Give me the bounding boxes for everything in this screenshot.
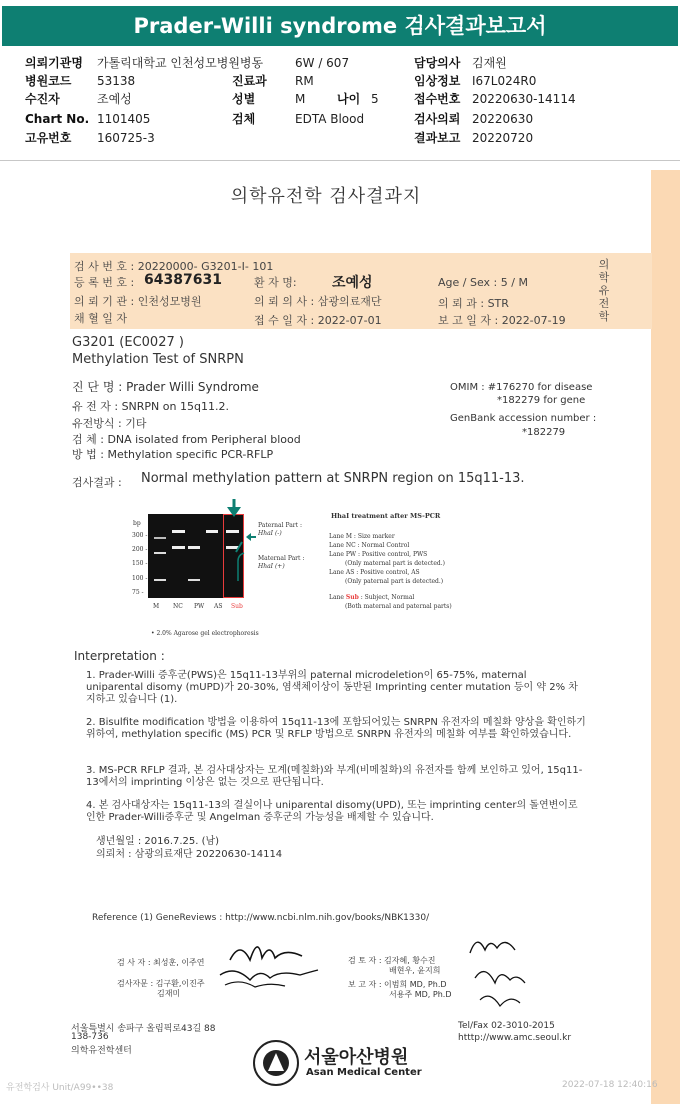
report-title: Prader-Willi syndrome 검사결과보고서 bbox=[2, 6, 678, 46]
gel-lane-label: M bbox=[153, 603, 160, 610]
gel-size-tick: 75 - bbox=[132, 589, 144, 596]
interpretation-1: 1. Prader-Willi 증후군(PWS)은 15q11-13부위의 paternal microdeletion이 65-75%, maternal uniparental disomy (mUPD)가 20-30%, 염색체이상이 동반된 Imprinting center mutation 등이 약 2% 차지하고 있습니다 (1). bbox=[86, 670, 578, 705]
interpretation-3: 3. MS-PCR RFLP 결과, 본 검사대상자는 모계(메칠화)와 부계(비메칠화)의 유전자를 함께 보인하고 있어, 15q11-13에서의 imprinting 이상은 없는 것으로 판단됩니다. bbox=[86, 765, 583, 788]
header-field-value: 20220720 bbox=[472, 131, 534, 145]
gel-lane-label: NC bbox=[173, 603, 183, 610]
receive-date: 접 수 일 자 : 2022-07-01 bbox=[254, 314, 382, 327]
gel-legend-item: Lane AS : Positive control, AS bbox=[329, 569, 420, 576]
paternal-sub: HhaI (-) bbox=[258, 530, 282, 537]
header-field-label: 결과보고 bbox=[414, 131, 461, 145]
collection-date-label: 채 혈 일 자 bbox=[74, 312, 127, 325]
report-date: 보 고 일 자 : 2022-07-19 bbox=[438, 314, 566, 327]
header-field-value: 조예성 bbox=[97, 92, 132, 106]
gel-legend-item: Lane M : Size marker bbox=[329, 533, 395, 540]
header-field-label: 고유번호 bbox=[25, 131, 72, 145]
gel-size-tick: 150 - bbox=[132, 560, 148, 567]
examiner: 검 사 자 : 최성훈, 이주연 bbox=[117, 958, 205, 967]
age-value: 5 bbox=[371, 92, 379, 106]
header-field-label: Chart No. bbox=[25, 112, 90, 126]
paternal-label: Paternal Part : bbox=[258, 522, 302, 529]
header-field-label: 성별 bbox=[232, 92, 256, 106]
referrer: 의뢰처 : 삼광의료재단 20220630-14114 bbox=[96, 849, 283, 860]
requesting-dept: 의 뢰 과 : STR bbox=[438, 297, 509, 310]
maternal-label: Maternal Part : bbox=[258, 555, 305, 562]
unit-code: 유전학검사 Unit/A99••38 bbox=[6, 1083, 114, 1093]
gel-size-tick: 300 - bbox=[132, 532, 148, 539]
gel-band bbox=[172, 530, 185, 533]
report-header-bar bbox=[0, 0, 680, 50]
age-sex: Age / Sex : 5 / M bbox=[438, 276, 528, 289]
header-field-value: 160725-3 bbox=[97, 131, 155, 145]
omim-disease: OMIM : #176270 for disease bbox=[450, 382, 593, 393]
arrow-icons bbox=[222, 497, 252, 587]
vertical-char: 학 bbox=[598, 310, 610, 323]
reg-number: 64387631 bbox=[144, 272, 222, 288]
interpretation-heading: Interpretation : bbox=[74, 649, 165, 663]
maternal-arrow-icon bbox=[238, 553, 244, 581]
gel-footnote: • 2.0% Agarose gel electrophoresis bbox=[151, 630, 259, 637]
down-arrow-icon bbox=[227, 507, 241, 517]
birth-date: 생년월일 : 2016.7.25. (남) bbox=[96, 836, 220, 847]
procedure: 방 법 : Methylation specific PCR-RFLP bbox=[72, 448, 274, 461]
vertical-char: 전 bbox=[598, 297, 610, 310]
advisor-2: 김재미 bbox=[157, 989, 181, 998]
header-field-label: 검사의뢰 bbox=[414, 112, 461, 126]
gel-band bbox=[188, 546, 200, 549]
omim-gene: *182279 for gene bbox=[497, 395, 586, 406]
advisor: 검사자문 : 김구환,이진주 bbox=[117, 979, 205, 988]
header-field-label: 병원코드 bbox=[25, 74, 72, 88]
header-field-value: 20220630 bbox=[472, 112, 534, 126]
header-field-value: 가톨릭대학교 인천성모병원병동 bbox=[97, 56, 264, 70]
header-field-value: 53138 bbox=[97, 74, 136, 88]
header-field-label: 진료과 bbox=[232, 74, 267, 88]
document-title: 의학유전학 검사결과지 bbox=[230, 186, 422, 207]
reporter: 보 고 자 : 이범희 MD, Ph.D bbox=[348, 980, 447, 989]
header-field-value: 6W / 607 bbox=[295, 56, 350, 70]
vertical-label bbox=[597, 258, 611, 323]
gel-band bbox=[206, 530, 218, 533]
requesting-doctor: 의 뢰 의 사 : 삼광의료재단 bbox=[254, 295, 382, 308]
gel-bp-label: bp bbox=[133, 520, 141, 527]
inheritance: 유전방식 : 기타 bbox=[72, 417, 147, 430]
reviewer-signatures bbox=[455, 928, 535, 1013]
gel-legend-subject-note: (Both maternal and paternal parts) bbox=[345, 603, 452, 610]
patient-label: 환 자 명: bbox=[254, 276, 297, 289]
reporter-2: 서용주 MD, Ph.D bbox=[389, 990, 452, 999]
gel-band bbox=[172, 546, 185, 549]
hospital-name-ko: 서울아산병원 bbox=[304, 1047, 409, 1068]
vertical-char: 학 bbox=[598, 271, 610, 284]
gel-legend-item: Lane PW : Positive control, PWS bbox=[329, 551, 428, 558]
result-label: 검사결과 : bbox=[72, 476, 122, 489]
gel-legend-item: (Only maternal part is detected.) bbox=[345, 560, 445, 567]
header-field-value: 김재원 bbox=[472, 56, 507, 70]
header-field-label: 수진자 bbox=[25, 92, 60, 106]
header-separator bbox=[0, 160, 680, 161]
vertical-char: 유 bbox=[598, 284, 610, 297]
test-name: Methylation Test of SNRPN bbox=[72, 352, 244, 367]
gel-title: HhaI treatment after MS-PCR bbox=[331, 512, 441, 520]
header-field-label: 임상정보 bbox=[414, 74, 461, 88]
header-field-value: 1101405 bbox=[97, 112, 151, 126]
header-field-label: 검체 bbox=[232, 112, 256, 126]
age-label: 나이 bbox=[337, 92, 361, 106]
maternal-sub: HhaI (+) bbox=[258, 563, 285, 570]
tel-fax: Tel/Fax 02-3010-2015 bbox=[458, 1021, 555, 1031]
vertical-char: 의 bbox=[598, 258, 610, 271]
gel-legend-item: Lane NC : Normal Control bbox=[329, 542, 410, 549]
header-field-value: I67L024R0 bbox=[472, 74, 537, 88]
page-side-strip bbox=[651, 170, 680, 1104]
gene: 유 전 자 : SNRPN on 15q11.2. bbox=[72, 400, 229, 413]
gel-band bbox=[154, 579, 166, 581]
genbank-label: GenBank accession number : bbox=[450, 413, 597, 424]
gel-band bbox=[154, 552, 166, 554]
gel-band bbox=[188, 579, 200, 581]
header-field-value: 20220630-14114 bbox=[472, 92, 576, 106]
reference: Reference (1) GeneReviews : http://www.ncbi.nlm.nih.gov/books/NBK1330/ bbox=[92, 913, 430, 923]
address-1: 서울특별시 송파구 올림픽로43길 88 bbox=[71, 1024, 216, 1034]
header-field-value: EDTA Blood bbox=[295, 112, 365, 126]
reviewer: 검 토 자 : 김자혜, 황수진 bbox=[348, 956, 436, 965]
genbank-id: *182279 bbox=[522, 427, 566, 438]
gel-legend-subject: Lane Sub : Subject, Normal bbox=[329, 594, 415, 601]
asan-foundation-seal bbox=[252, 1039, 300, 1087]
address-2: 138-736 bbox=[71, 1032, 109, 1042]
examiner-signatures bbox=[210, 930, 320, 995]
interpretation-4: 4. 본 검사대상자는 15q11-13의 결실이나 uniparental disomy(UPD), 또는 imprinting center의 돌연변이로 인한 Prader-Willi증후군 및 Angelman 증후군의 가능성을 배제할 수 있습니다. bbox=[86, 800, 578, 823]
header-field-label: 담당의사 bbox=[414, 56, 461, 70]
left-arrow-icon bbox=[246, 532, 258, 542]
website: htttp://www.amc.seoul.kr bbox=[458, 1033, 572, 1043]
result-text: Normal methylation pattern at SNRPN region on 15q11-13. bbox=[141, 471, 525, 486]
patient-band bbox=[70, 253, 652, 329]
exam-number: 검 사 번 호 : 20220000- G3201-I- 101 bbox=[74, 260, 274, 273]
test-code: G3201 (EC0027 ) bbox=[72, 335, 184, 350]
gel-legend-item: (Only paternal part is detected.) bbox=[345, 578, 444, 585]
header-field-value: RM bbox=[295, 74, 314, 88]
gel-lane-label: PW bbox=[194, 603, 205, 610]
interpretation-2: 2. Bisulfite modification 방법을 이용하여 15q11-13에 포함되어있는 SNRPN 유전자의 메칠화 양상을 확인하기 위하여, methylation specific (MS) PCR 및 RFLP 방법으로 SNRPN 유전자의 메칠화 여부를 확인하였습니다. bbox=[86, 717, 586, 740]
gel-band bbox=[154, 537, 166, 539]
hospital-name-en: Asan Medical Center bbox=[306, 1067, 422, 1078]
print-timestamp: 2022-07-18 12:40:16 bbox=[562, 1080, 658, 1090]
requesting-institution: 의 뢰 기 관 : 인천성모병원 bbox=[74, 295, 202, 308]
header-field-label: 의뢰기관명 bbox=[25, 56, 83, 70]
specimen: 검 체 : DNA isolated from Peripheral blood bbox=[72, 433, 301, 446]
gel-lane-label: Sub bbox=[231, 603, 243, 610]
gel-size-tick: 200 - bbox=[132, 546, 148, 553]
diagnosis: 진 단 명 : Prader Willi Syndrome bbox=[72, 380, 259, 394]
patient-name: 조예성 bbox=[332, 275, 373, 291]
reviewer-2: 배현우, 윤지희 bbox=[389, 966, 441, 975]
header-field-value: M bbox=[295, 92, 306, 106]
gel-size-tick: 100 - bbox=[132, 575, 148, 582]
gel-lane-label: AS bbox=[214, 603, 223, 610]
reg-label: 등 록 번 호 : bbox=[74, 276, 135, 289]
header-field-label: 접수번호 bbox=[414, 92, 461, 106]
address-3: 의학유전학센터 bbox=[71, 1046, 132, 1056]
